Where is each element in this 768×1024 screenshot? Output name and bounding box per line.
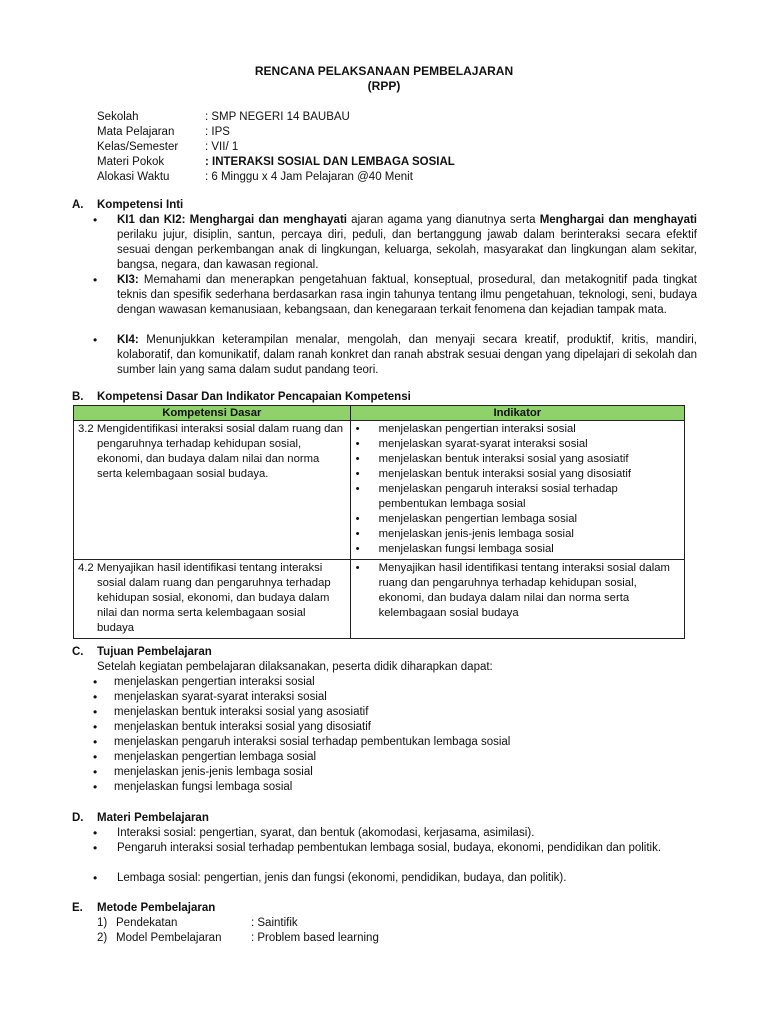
list-item: • menjelaskan syarat-syarat interaksi sosial [355,437,680,452]
bullet-icon: • [93,735,98,749]
section-letter: D. [72,812,84,824]
section-a-heading [72,198,183,213]
list-item: • menjelaskan pengertian interaksi sosial [355,422,680,437]
list-item: • menjelaskan bentuk interaksi sosial yang asosiatif [355,452,680,467]
bullet-icon: • [93,333,98,347]
method-number: 2) [97,932,108,944]
ki3-paragraph [117,273,697,318]
bullet-icon: • [93,765,98,779]
bullet-icon: • [93,720,98,734]
ki4-rest: Menunjukkan keterampilan menalar, mengolah, dan menyaji secara kreatif, produktif, kritis, mandiri, kolaboratif, dan komunikatif, dalam ranah konkret dan ranah abstrak sesuai dengan yang dipelajari di sekolah dan sumber lain yang sama dalam sudut pandang teori. [117,334,697,376]
list-item: Interaksi sosial: pengertian, syarat, dan bentuk (akomodasi, kerjasama, asimilasi). [117,827,535,839]
section-letter: A. [72,199,84,211]
section-title: Kompetensi Dasar Dan Indikator Pencapaian Kompetensi [97,391,411,403]
list-item: menjelaskan syarat-syarat interaksi sosial [114,691,327,703]
table-header-cell: Kompetensi Dasar [74,406,351,421]
ki3-rest: Memahami dan menerapkan pengetahuan faktual, konseptual, prosedural, dan metakognitif pada tingkat teknis dan spesifik sederhana berdasarkan rasa ingin tahunya tentang ilmu pengetahuan, teknologi, seni, budaya dengan wawasan kemanusiaan, kebangsaan, dan kenegaraan terkait fenomena dan kejadian tampak mata. [117,274,697,316]
table-row [74,560,685,639]
ki12-lead: KI1 dan KI2: Menghargai dan menghayati [117,214,347,226]
list-item: menjelaskan bentuk interaksi sosial yang disosiatif [114,721,371,733]
ki1-ki2-paragraph [117,213,697,273]
bullet-icon: • [93,675,98,689]
identity-value: : INTERAKSI SOSIAL DAN LEMBAGA SOSIAL [205,156,455,168]
indicator-list [355,561,680,621]
ki12-bold: Menghargai dan menghayati [539,214,697,226]
section-letter: B. [72,391,84,403]
section-e-heading [72,901,215,916]
bullet-icon: • [93,705,98,719]
document-subtitle: (RPP) [367,79,401,93]
section-title: Kompetensi Inti [97,199,184,211]
kd-cell [74,421,351,560]
indicator-list [355,422,680,557]
identity-value: : IPS [205,126,230,138]
bullet-icon: • [93,826,98,840]
list-item: menjelaskan fungsi lembaga sosial [114,781,293,793]
list-item: menjelaskan bentuk interaksi sosial yang asosiatif [114,706,369,718]
kd-text: 3.2 Mengidentifikasi interaksi sosial dalam ruang dan pengaruhnya terhadap kehidupan sosial, ekonomi, dan budaya dalam nilai dan norma serta kelembagaan sosial budaya. [78,423,343,480]
list-item: • menjelaskan pengaruh interaksi sosial terhadap pembentukan lembaga sosial [355,482,680,512]
indicator-cell [350,421,684,560]
document-title: RENCANA PELAKSANAAN PEMBELAJARAN [254,64,514,78]
ki3-lead: KI3: [117,274,139,286]
method-value: : Saintifik [251,917,298,929]
identity-value: : 6 Minggu x 4 Jam Pelajaran @40 Menit [205,171,413,183]
bullet-icon: • [93,750,98,764]
list-item: Pengaruh interaksi sosial terhadap pembentukan lembaga sosial, budaya, ekonomi, pendidikan dan politik. [117,842,662,854]
list-item: • menjelaskan bentuk interaksi sosial yang disosiatif [355,467,680,482]
list-item: Lembaga sosial: pengertian, jenis dan fungsi (ekonomi, pendidikan, budaya, dan politik). [117,872,567,884]
section-d-heading [72,811,209,826]
section-title: Tujuan Pembelajaran [97,646,212,658]
bullet-icon: • [93,690,98,704]
list-item: • menjelaskan pengertian lembaga sosial [355,512,680,527]
table-header-row [74,406,685,421]
section-letter: C. [72,646,84,658]
ki12-rest: perilaku jujur, disiplin, santun, percaya diri, peduli, dan bertanggung jawab dalam berinteraksi secara efektif sesuai dengan perkembangan anak di lingkungan, keluarga, sekolah, masyarakat dan lingkungan alam sekitar, bangsa, negara, dan kawasan regional. [117,229,697,271]
list-item: • Menyajikan hasil identifikasi tentang interaksi sosial dalam ruang dan pengaruhnya terhadap kehidupan sosial, ekonomi, dan budaya dalam nilai dan norma serta kelembagaan sosial budaya [355,561,680,621]
identity-label: Materi Pokok [97,156,165,168]
bullet-icon: • [93,780,98,794]
bullet-icon: • [93,871,98,885]
section-c-intro: Setelah kegiatan pembelajaran dilaksanakan, peserta didik diharapkan dapat: [97,661,493,673]
identity-value: : SMP NEGERI 14 BAUBAU [205,111,350,123]
identity-value: : VII/ 1 [205,141,239,153]
section-b-heading [72,390,411,405]
table-header-cell: Indikator [350,406,684,421]
ki12-mid: ajaran agama yang dianutnya serta [346,214,540,226]
section-c-heading [72,645,212,660]
method-number: 1) [97,917,108,929]
method-label: Model Pembelajaran [116,932,222,944]
table-row [74,421,685,560]
section-title: Materi Pembelajaran [97,812,209,824]
ki4-lead: KI4: [117,334,139,346]
bullet-icon: • [93,213,98,227]
identity-label: Alokasi Waktu [97,171,170,183]
section-letter: E. [72,902,83,914]
list-item: menjelaskan pengaruh interaksi sosial terhadap pembentukan lembaga sosial [114,736,511,748]
list-item: menjelaskan pengertian lembaga sosial [114,751,317,763]
identity-label: Sekolah [97,111,139,123]
list-item: • menjelaskan fungsi lembaga sosial [355,542,680,557]
identity-label: Mata Pelajaran [97,126,175,138]
method-label: Pendekatan [116,917,178,929]
list-item: menjelaskan pengertian interaksi sosial [114,676,315,688]
list-item: menjelaskan jenis-jenis lembaga sosial [114,766,313,778]
method-value: : Problem based learning [251,932,379,944]
identity-label: Kelas/Semester [97,141,179,153]
bullet-icon: • [93,273,98,287]
section-title: Metode Pembelajaran [97,902,216,914]
ki4-paragraph [117,333,697,378]
competency-table [73,405,685,639]
indicator-cell [350,560,684,639]
list-item: • menjelaskan jenis-jenis lembaga sosial [355,527,680,542]
kd-text: 4.2 Menyajikan hasil identifikasi tentang interaksi sosial dalam ruang dan pengaruhnya terhadap kehidupan sosial, ekonomi, dan budaya dalam nilai dan norma serta kelembagaan sosial budaya [78,562,331,634]
kd-cell [74,560,351,639]
bullet-icon: • [93,841,98,855]
